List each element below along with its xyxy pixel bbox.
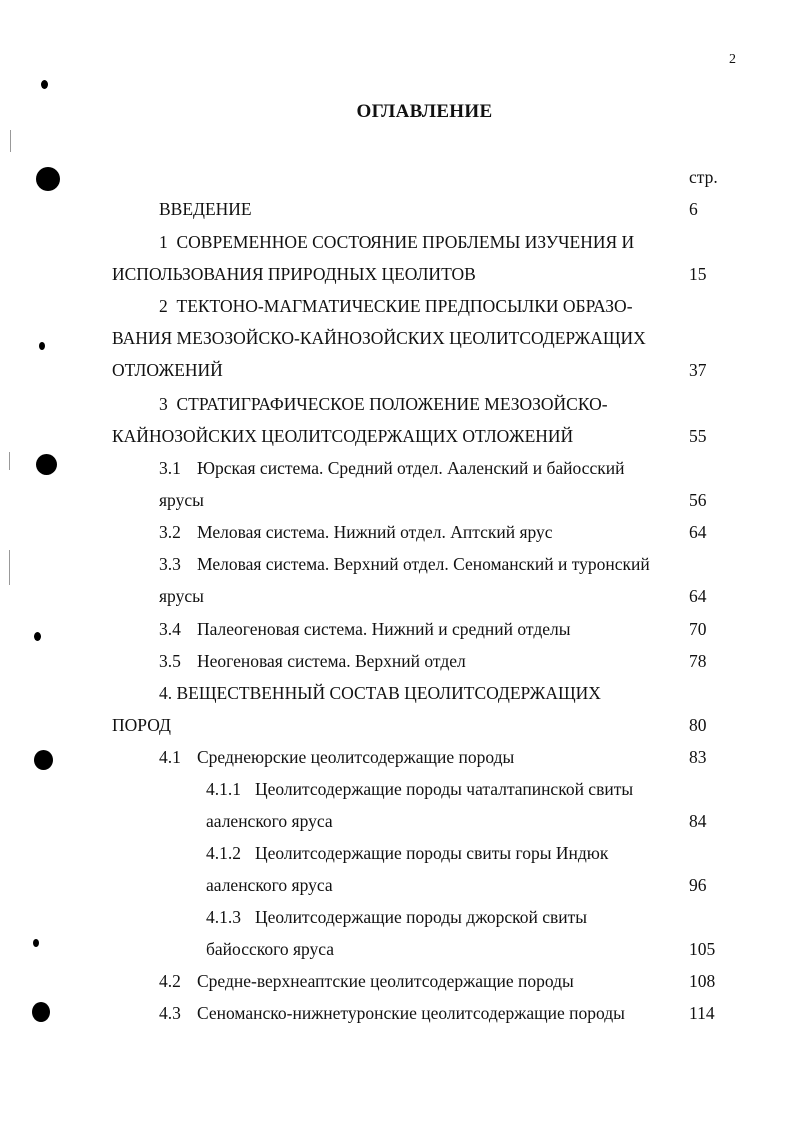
toc-page-number: 78 [689, 651, 707, 671]
punch-hole [34, 750, 53, 770]
toc-entry-title-line: Сеноманско-нижнетуронские цеолитсодержащие породы [197, 1003, 625, 1023]
toc-entry-3-3 [159, 553, 650, 575]
punch-hole [34, 632, 41, 641]
toc-entry-title-line: КАЙНОЗОЙСКИХ ЦЕОЛИТСОДЕРЖАЩИХ ОТЛОЖЕНИЙ [112, 426, 574, 446]
toc-entry-2 [159, 295, 633, 317]
toc-entry-intro: ВВЕДЕНИЕ [159, 199, 252, 219]
toc-entry-title-line: Палеогеновая система. Нижний и средний отделы [197, 619, 571, 639]
page-column-header: стр. [689, 167, 718, 187]
punch-hole [41, 80, 48, 89]
toc-page-number: 55 [689, 426, 707, 446]
toc-entry-title-line: Цеолитсодержащие породы свиты горы Индюк [255, 843, 609, 863]
toc-page-number: 15 [689, 264, 707, 284]
toc-entry-1 [159, 231, 634, 253]
toc-page-number: 64 [689, 586, 707, 606]
toc-entry-number: 4.1.1 [206, 779, 241, 799]
toc-entry-title-line: ааленского яруса [206, 811, 333, 831]
toc-entry-title-line: ТЕКТОНО-МАГМАТИЧЕСКИЕ ПРЕДПОСЫЛКИ ОБРАЗО- [176, 296, 633, 316]
toc-entry-3-5 [159, 650, 466, 672]
toc-entry-number: 3 [159, 394, 168, 414]
toc-page-number: 64 [689, 522, 707, 542]
toc-entry-title-line: Меловая система. Нижний отдел. Аптский ярус [197, 522, 553, 542]
toc-page-number: 37 [689, 360, 707, 380]
toc-entry-title-line: СТРАТИГРАФИЧЕСКОЕ ПОЛОЖЕНИЕ МЕЗОЗОЙСКО- [176, 394, 608, 414]
toc-entry-title-line: Среднеюрские цеолитсодержащие породы [197, 747, 515, 767]
toc-page-number: 80 [689, 715, 707, 735]
toc-entry-number: 1 [159, 232, 168, 252]
toc-entry-title-line: Цеолитсодержащие породы чаталтапинской свиты [255, 779, 634, 799]
toc-page-number: 83 [689, 747, 707, 767]
punch-hole [32, 1002, 50, 1022]
toc-entry-3-1 [159, 457, 624, 479]
toc-page-number: 114 [689, 1003, 715, 1023]
toc-entry-number: 4.1.3 [206, 907, 241, 927]
toc-entry-4 [159, 682, 601, 704]
punch-hole [39, 342, 45, 350]
toc-entry-title-line: ВАНИЯ МЕЗОЗОЙСКО-КАЙНОЗОЙСКИХ ЦЕОЛИТСОДЕРЖАЩИХ [112, 328, 646, 348]
toc-entry-number: 4. [159, 683, 173, 703]
toc-entry-4-1-1 [206, 778, 633, 800]
toc-entry-3 [159, 393, 608, 415]
toc-entry-title-line: ИСПОЛЬЗОВАНИЯ ПРИРОДНЫХ ЦЕОЛИТОВ [112, 264, 476, 284]
toc-entry-title-line: ВЕЩЕСТВЕННЫЙ СОСТАВ ЦЕОЛИТСОДЕРЖАЩИХ [176, 683, 601, 703]
toc-entry-title-line: байосского яруса [206, 939, 335, 959]
toc-entry-title-line: Средне-верхнеаптские цеолитсодержащие породы [197, 971, 574, 991]
toc-entry-title-line: Меловая система. Верхний отдел. Сеноманский и туронский [197, 554, 650, 574]
toc-entry-4-3 [159, 1002, 625, 1024]
toc-entry-4-1-2 [206, 842, 608, 864]
punch-hole [33, 939, 39, 947]
toc-entry-number: 4.2 [159, 971, 181, 991]
toc-entry-number: 4.1.2 [206, 843, 241, 863]
toc-entry-3-2 [159, 521, 553, 543]
toc-entry-number: 4.1 [159, 747, 181, 767]
punch-hole [36, 454, 57, 475]
toc-entry-3-4 [159, 618, 570, 640]
toc-entry-number: 3.4 [159, 619, 181, 639]
toc-page-number: 70 [689, 619, 707, 639]
toc-entry-title-line: СОВРЕМЕННОЕ СОСТОЯНИЕ ПРОБЛЕМЫ ИЗУЧЕНИЯ И [176, 232, 635, 252]
toc-entry-4-1-3 [206, 906, 587, 928]
toc-entry-number: 3.1 [159, 458, 181, 478]
toc-entry-title-line: Юрская система. Средний отдел. Ааленский и байосский [197, 458, 625, 478]
toc-entry-title-line: ПОРОД [112, 715, 171, 735]
toc-entry-title-line: Неогеновая система. Верхний отдел [197, 651, 466, 671]
scan-mark [9, 452, 10, 470]
toc-page-number: 108 [689, 971, 716, 991]
toc-entry-title-line: ярусы [159, 586, 204, 606]
toc-page-number: 96 [689, 875, 707, 895]
toc-entry-title-line: ярусы [159, 490, 204, 510]
toc-entry-number: 4.3 [159, 1003, 181, 1023]
toc-entry-number: 2 [159, 296, 168, 316]
scan-mark [9, 550, 10, 585]
toc-entry-title-line: ОТЛОЖЕНИЙ [112, 360, 223, 380]
scan-mark [10, 130, 11, 152]
toc-page-number: 105 [689, 939, 716, 959]
toc-entry-number: 3.2 [159, 522, 181, 542]
toc-entry-title-line: Цеолитсодержащие породы джорской свиты [255, 907, 588, 927]
toc-page-number: 84 [689, 811, 707, 831]
punch-hole [36, 167, 60, 191]
toc-entry-4-2 [159, 970, 574, 992]
page-title: ОГЛАВЛЕНИЕ [356, 101, 493, 122]
page-number: 2 [729, 52, 736, 67]
toc-entry-number: 3.3 [159, 554, 181, 574]
toc-entry-number: 3.5 [159, 651, 181, 671]
toc-page-number: 6 [689, 199, 698, 219]
toc-entry-title-line: ааленского яруса [206, 875, 333, 895]
toc-page-number: 56 [689, 490, 707, 510]
toc-entry-4-1 [159, 746, 514, 768]
